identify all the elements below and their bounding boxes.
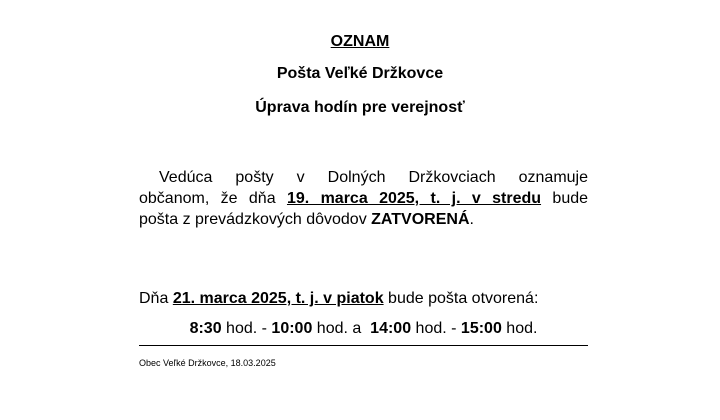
hours-end-2: 15:00 — [460, 320, 502, 337]
closure-paragraph — [139, 167, 588, 230]
opening-date: 21. marca 2025, t. j. v piatok — [172, 290, 384, 307]
closure-status: ZATVORENÁ — [371, 211, 470, 228]
closure-line-1-text: Vedúca pošty v Dolných Držkovciach oznamuje — [159, 169, 588, 186]
separator-rule — [139, 345, 588, 346]
closure-line-1 — [139, 167, 588, 188]
opening-suffix: bude pošta otvorená: — [388, 290, 539, 307]
hours-start-2: 14:00 — [370, 320, 412, 337]
hours-unit-3: hod. - — [415, 320, 457, 337]
hours-unit-1: hod. - — [226, 320, 267, 337]
post-office-name: Pošta Veľké Držkovce — [276, 65, 444, 82]
closure-line-2 — [139, 188, 588, 209]
footer-signature: Obec Veľké Držkovce, 18.03.2025 — [139, 358, 276, 368]
closure-line-3-suffix: . — [469, 211, 474, 228]
closure-line-2-prefix: občanom, že dňa — [139, 190, 276, 207]
hours-end-1: 10:00 — [271, 320, 313, 337]
closure-date: 19. marca 2025, t. j. v stredu — [286, 190, 542, 207]
hours-unit-2: hod. a — [316, 320, 362, 337]
closure-line-2-suffix: bude — [552, 190, 589, 207]
notice-title: OZNAM — [330, 33, 390, 50]
opening-prefix: Dňa — [139, 290, 169, 307]
opening-hours — [139, 319, 588, 339]
hours-unit-4: hod. — [506, 320, 538, 337]
notice-subject: Úprava hodín pre verejnosť — [255, 99, 465, 116]
closure-line-3-prefix: pošta z prevádzkových dôvodov — [139, 211, 367, 228]
hours-start-1: 8:30 — [189, 320, 222, 337]
closure-line-3 — [139, 209, 588, 230]
opening-line — [139, 289, 538, 309]
